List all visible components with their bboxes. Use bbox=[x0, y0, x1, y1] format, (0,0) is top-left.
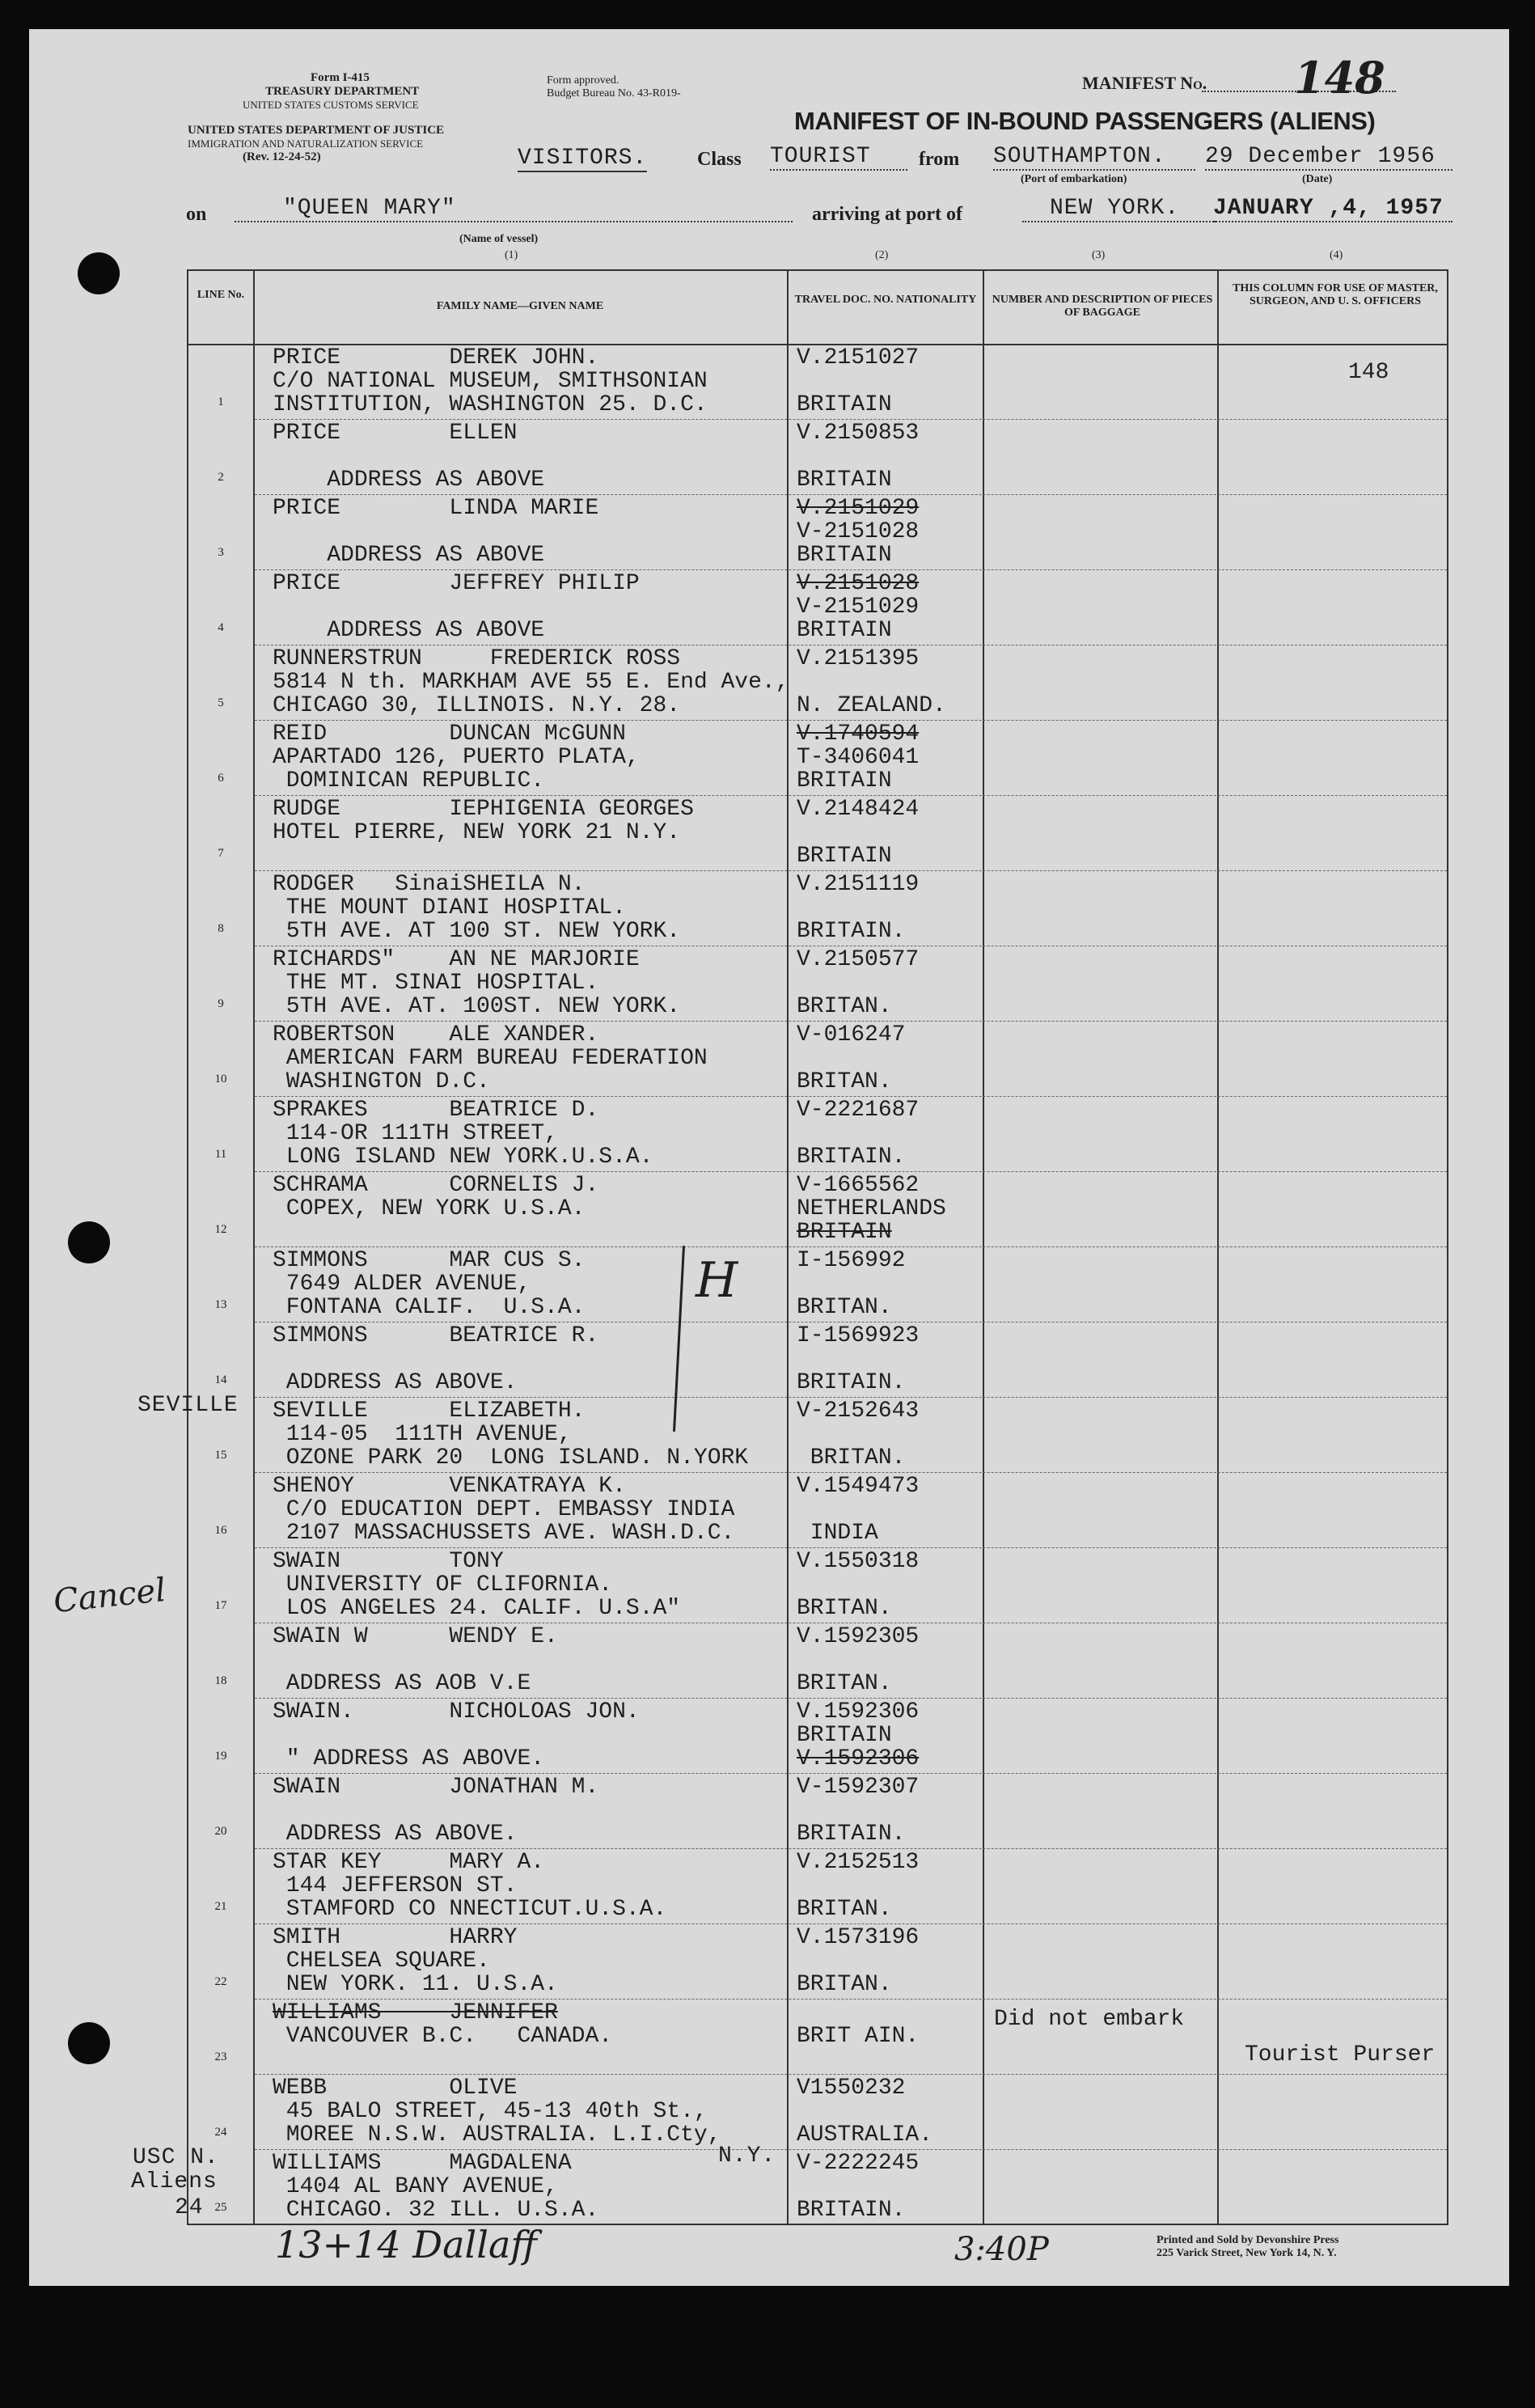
passenger-name: PRICE LINDA MARIE bbox=[273, 496, 599, 521]
table-row bbox=[188, 1021, 1447, 1096]
address-line: CHICAGO 30, ILLINOIS. N.Y. 28. bbox=[273, 693, 681, 718]
arrival-date: JANUARY ,4, 1957 bbox=[1213, 196, 1453, 222]
travel-doc-no: V.2151027 bbox=[797, 345, 920, 370]
budget-bureau: Budget Bureau No. 43-R019- bbox=[547, 87, 681, 99]
travel-doc-alt: V-2151028 bbox=[797, 519, 920, 544]
travel-doc-no: V1550232 bbox=[797, 2076, 906, 2101]
table-row bbox=[188, 1923, 1447, 1999]
dept-treasury: TREASURY DEPARTMENT bbox=[265, 85, 420, 98]
travel-doc-alt: BRITAIN bbox=[797, 1723, 892, 1748]
travel-doc-no: I-156992 bbox=[797, 1248, 906, 1273]
line-number: 6 bbox=[218, 772, 224, 785]
address-line: THE MT. SINAI HOSPITAL. bbox=[273, 971, 599, 996]
dept-treasury-sub: UNITED STATES CUSTOMS SERVICE bbox=[243, 99, 419, 111]
line-number: 16 bbox=[214, 1524, 227, 1537]
address-line: ADDRESS AS ABOVE bbox=[273, 618, 545, 643]
punch-hole bbox=[78, 252, 120, 294]
line-number: 2 bbox=[218, 471, 224, 484]
address-line: 7649 ALDER AVENUE, bbox=[273, 1272, 531, 1297]
address-line: 5TH AVE. AT. 100ST. NEW YORK. bbox=[273, 994, 681, 1019]
address-line: 144 JEFFERSON ST. bbox=[273, 1873, 518, 1898]
row-divider bbox=[255, 1773, 1447, 1774]
form-number: Form I-415 bbox=[311, 71, 370, 84]
line-number: 9 bbox=[218, 997, 224, 1010]
address-line: 5814 N th. MARKHAM AVE 55 E. End Ave., bbox=[273, 670, 789, 695]
travel-doc-alt: V-2151029 bbox=[797, 595, 920, 620]
address-line: 114-05 111TH AVENUE, bbox=[273, 1422, 572, 1447]
address-line: WASHINGTON D.C. bbox=[273, 1069, 490, 1094]
travel-doc-no: V.1573196 bbox=[797, 1925, 920, 1950]
line-number: 10 bbox=[214, 1073, 227, 1086]
address-line: DOMINICAN REPUBLIC. bbox=[273, 768, 545, 793]
col-caption-4: (4) bbox=[1330, 249, 1343, 261]
margin-ny: N.Y. bbox=[718, 2144, 776, 2169]
line-number: 14 bbox=[214, 1373, 227, 1386]
address-line: UNIVERSITY OF CLIFORNIA. bbox=[273, 1572, 613, 1598]
line-number: 20 bbox=[214, 1825, 227, 1838]
address-line: C/O NATIONAL MUSEUM, SMITHSONIAN bbox=[273, 369, 708, 394]
passenger-name: RICHARDS" AN NE MARJORIE bbox=[273, 947, 640, 972]
table-row bbox=[188, 1848, 1447, 1923]
address-line: NEW YORK. 11. U.S.A. bbox=[273, 1972, 558, 1997]
passenger-name: REID DUNCAN McGUNN bbox=[273, 722, 626, 747]
passenger-name: SMITH HARRY bbox=[273, 1925, 518, 1950]
address-line: " ADDRESS AS ABOVE. bbox=[273, 1746, 545, 1771]
travel-doc-no: V-1592307 bbox=[797, 1775, 920, 1800]
row-divider bbox=[255, 1848, 1447, 1849]
printer-line-2: 225 Varick Street, New York 14, N. Y. bbox=[1157, 2247, 1337, 2259]
table-row bbox=[188, 494, 1447, 569]
passenger-name: RUNNERSTRUN FREDERICK ROSS bbox=[273, 646, 681, 671]
nationality: BRITAIN bbox=[797, 543, 892, 568]
passenger-name: RUDGE IEPHIGENIA GEORGES bbox=[273, 797, 694, 822]
travel-doc-no: V-2152643 bbox=[797, 1399, 920, 1424]
baggage-note: Did not embark bbox=[994, 2007, 1185, 2032]
passenger-name: SHENOY VENKATRAYA K. bbox=[273, 1474, 626, 1499]
col-travel-doc: TRAVEL DOC. NO. NATIONALITY bbox=[794, 294, 977, 306]
travel-doc-no: V.2150853 bbox=[797, 421, 920, 446]
address-line: 45 BALO STREET, 45-13 40th St., bbox=[273, 2099, 708, 2124]
nationality: BRITAN. bbox=[797, 1069, 892, 1094]
address-line: CHELSEA SQUARE. bbox=[273, 1949, 490, 1974]
dept-justice-sub: IMMIGRATION AND NATURALIZATION SERVICE bbox=[188, 138, 424, 150]
margin-aliens: Aliens bbox=[131, 2169, 218, 2194]
table-row bbox=[188, 720, 1447, 795]
manifest-label: MANIFEST No. bbox=[1082, 73, 1207, 93]
line-number: 13 bbox=[214, 1298, 227, 1311]
row-divider bbox=[255, 1698, 1447, 1699]
passenger-name: SCHRAMA CORNELIS J. bbox=[273, 1173, 599, 1198]
row-divider bbox=[255, 1246, 1447, 1247]
address-line: VANCOUVER B.C. CANADA. bbox=[273, 2024, 613, 2049]
nationality: BRITAN. bbox=[797, 1897, 892, 1922]
travel-doc-no: V.1592305 bbox=[797, 1624, 920, 1649]
table-row bbox=[188, 1397, 1447, 1472]
row-divider bbox=[255, 419, 1447, 420]
table-row bbox=[188, 795, 1447, 870]
passenger-name: WEBB OLIVE bbox=[273, 2076, 518, 2101]
date-caption: (Date) bbox=[1302, 173, 1333, 185]
travel-doc-alt: NETHERLANDS bbox=[797, 1196, 946, 1221]
travel-doc-no: I-1569923 bbox=[797, 1323, 920, 1348]
col-name: FAMILY NAME—GIVEN NAME bbox=[436, 300, 604, 312]
table-row bbox=[188, 1698, 1447, 1773]
passenger-name: SWAIN JONATHAN M. bbox=[273, 1775, 599, 1800]
address-line: 114-OR 111TH STREET, bbox=[273, 1121, 558, 1146]
col-caption-1: (1) bbox=[505, 249, 518, 261]
nationality: BRITAIN bbox=[797, 768, 892, 793]
margin-seville: SEVILLE bbox=[137, 1393, 239, 1418]
table-row bbox=[188, 2074, 1447, 2149]
line-number: 17 bbox=[214, 1599, 227, 1612]
line-number: 7 bbox=[218, 847, 224, 860]
row-divider bbox=[255, 2149, 1447, 2150]
address-line: OZONE PARK 20 LONG ISLAND. N.YORK bbox=[273, 1445, 749, 1471]
nationality: BRITAN. bbox=[797, 1445, 906, 1471]
line-number: 8 bbox=[218, 922, 224, 935]
passenger-name: SIMMONS BEATRICE R. bbox=[273, 1323, 599, 1348]
address-line: ADDRESS AS AOB V.E bbox=[273, 1671, 531, 1696]
port-embarkation: SOUTHAMPTON. bbox=[993, 144, 1195, 171]
arriving-label: arriving at port of bbox=[812, 204, 962, 225]
margin-cancelled: Cancel bbox=[51, 1571, 168, 1621]
travel-doc-no: V.1740594 bbox=[797, 722, 920, 747]
nationality: AUSTRALIA. bbox=[797, 2122, 933, 2148]
address-line: LONG ISLAND NEW YORK.U.S.A. bbox=[273, 1145, 653, 1170]
address-line: STAMFORD CO NNECTICUT.U.S.A. bbox=[273, 1897, 667, 1922]
nationality: BRITAN. bbox=[797, 1596, 892, 1621]
row-divider bbox=[255, 1547, 1447, 1548]
manifest-number: 148 bbox=[1294, 52, 1385, 104]
on-label: on bbox=[186, 204, 207, 225]
address-line: 1404 AL BANY AVENUE, bbox=[273, 2174, 558, 2199]
nationality: BRITAIN bbox=[797, 468, 892, 493]
bottom-handwriting-left: 13+14 Dallaff bbox=[275, 2223, 537, 2266]
table-row bbox=[188, 344, 1447, 419]
line-number: 19 bbox=[214, 1750, 227, 1763]
row-divider bbox=[255, 720, 1447, 721]
officer-note: Tourist Purser bbox=[1245, 2042, 1436, 2067]
col-officers: THIS COLUMN FOR USE OF MASTER, SURGEON, AND U. S. OFFICERS bbox=[1233, 282, 1438, 307]
from-label: from bbox=[919, 149, 960, 170]
passenger-name: PRICE JEFFREY PHILIP bbox=[273, 571, 640, 596]
table-row bbox=[188, 870, 1447, 946]
travel-doc-no: V.1549473 bbox=[797, 1474, 920, 1499]
passenger-name: ROBERTSON ALE XANDER. bbox=[273, 1022, 599, 1047]
line-number: 18 bbox=[214, 1674, 227, 1687]
officer-note: 148 bbox=[1348, 360, 1389, 385]
passenger-name: SWAIN TONY bbox=[273, 1549, 504, 1574]
table-row bbox=[188, 645, 1447, 720]
table-row bbox=[188, 1322, 1447, 1397]
line-number: 21 bbox=[214, 1900, 227, 1913]
table-row bbox=[188, 1623, 1447, 1698]
line-number: 3 bbox=[218, 546, 224, 559]
line-number: 5 bbox=[218, 696, 224, 709]
address-line: COPEX, NEW YORK U.S.A. bbox=[273, 1196, 586, 1221]
address-line: THE MOUNT DIANI HOSPITAL. bbox=[273, 895, 626, 920]
revision: (Rev. 12-24-52) bbox=[243, 150, 321, 163]
col-caption-2: (2) bbox=[875, 249, 889, 261]
address-line: AMERICAN FARM BUREAU FEDERATION bbox=[273, 1046, 708, 1071]
line-number: 12 bbox=[214, 1223, 227, 1236]
arrival-port: NEW YORK. bbox=[1022, 196, 1216, 222]
passenger-name: PRICE DEREK JOHN. bbox=[273, 345, 599, 370]
address-line: HOTEL PIERRE, NEW YORK 21 N.Y. bbox=[273, 820, 681, 845]
travel-doc-no: V.2151029 bbox=[797, 496, 920, 521]
punch-hole bbox=[68, 2022, 110, 2064]
nationality: INDIA bbox=[797, 1521, 878, 1546]
table-row bbox=[188, 1999, 1447, 2074]
address-line: FONTANA CALIF. U.S.A. bbox=[273, 1295, 586, 1320]
address-line: INSTITUTION, WASHINGTON 25. D.C. bbox=[273, 392, 708, 417]
travel-doc-no: V.2151395 bbox=[797, 646, 920, 671]
address-line: 2107 MASSACHUSSETS AVE. WASH.D.C. bbox=[273, 1521, 735, 1546]
row-divider bbox=[255, 870, 1447, 871]
line-number: 22 bbox=[214, 1975, 227, 1988]
nationality: BRITAN. bbox=[797, 1671, 892, 1696]
vessel-name: "QUEEN MARY" bbox=[235, 196, 793, 222]
table-row bbox=[188, 2149, 1447, 2224]
table-row bbox=[188, 946, 1447, 1021]
passenger-name: WILLIAMS MAGDALENA bbox=[273, 2151, 572, 2176]
printer-line-1: Printed and Sold by Devonshire Press bbox=[1157, 2234, 1339, 2246]
address-line: CHICAGO. 32 ILL. U.S.A. bbox=[273, 2198, 599, 2223]
line-number: 1 bbox=[218, 396, 224, 408]
address-line: C/O EDUCATION DEPT. EMBASSY INDIA bbox=[273, 1497, 735, 1522]
address-line: ADDRESS AS ABOVE bbox=[273, 468, 545, 493]
travel-doc-no: V.2148424 bbox=[797, 797, 920, 822]
departure-date: 29 December 1956 bbox=[1205, 144, 1453, 171]
passenger-name: WILLIAMS JENNIFER bbox=[273, 2000, 558, 2025]
travel-doc-no: V-016247 bbox=[797, 1022, 906, 1047]
nationality: N. ZEALAND. bbox=[797, 693, 946, 718]
table-row bbox=[188, 1547, 1447, 1623]
line-number: 23 bbox=[214, 2050, 227, 2063]
passenger-name: STAR KEY MARY A. bbox=[273, 1850, 545, 1875]
table-row bbox=[188, 1096, 1447, 1171]
nationality: BRITAN. bbox=[797, 1972, 892, 1997]
table-row bbox=[188, 1472, 1447, 1547]
line-number: 4 bbox=[218, 621, 224, 634]
table-row bbox=[188, 1773, 1447, 1848]
travel-doc-no: V.2151119 bbox=[797, 872, 920, 897]
table-row bbox=[188, 419, 1447, 494]
passenger-name: SIMMONS MAR CUS S. bbox=[273, 1248, 586, 1273]
row-divider bbox=[255, 2074, 1447, 2075]
row-divider bbox=[255, 1397, 1447, 1398]
nationality: BRITAIN bbox=[797, 392, 892, 417]
nationality: BRITAIN bbox=[797, 618, 892, 643]
table-row bbox=[188, 1171, 1447, 1246]
passenger-name: SWAIN. NICHOLOAS JON. bbox=[273, 1699, 640, 1725]
passenger-name: SEVILLE ELIZABETH. bbox=[273, 1399, 586, 1424]
bottom-handwriting-time: 3:40P bbox=[954, 2231, 1049, 2268]
travel-doc-no: V-2221687 bbox=[797, 1098, 920, 1123]
visitors-label: VISITORS. bbox=[518, 146, 648, 171]
dept-justice: UNITED STATES DEPARTMENT OF JUSTICE bbox=[188, 124, 445, 137]
nationality: BRITAIN bbox=[797, 844, 892, 869]
line-number: 25 bbox=[214, 2201, 227, 2214]
nationality: BRITAIN. bbox=[797, 2198, 906, 2223]
passenger-table bbox=[187, 269, 1448, 2225]
address-line: ADDRESS AS ABOVE. bbox=[273, 1822, 518, 1847]
travel-doc-no: V-1665562 bbox=[797, 1173, 920, 1198]
row-divider bbox=[255, 795, 1447, 796]
col-line-no: LINE No. bbox=[197, 289, 245, 301]
address-line: LOS ANGELES 24. CALIF. U.S.A" bbox=[273, 1596, 681, 1621]
address-line: MOREE N.S.W. AUSTRALIA. L.I.Cty, bbox=[273, 2122, 721, 2148]
passenger-name: SWAIN W WENDY E. bbox=[273, 1624, 558, 1649]
travel-doc-no: V.2152513 bbox=[797, 1850, 920, 1875]
address-line: ADDRESS AS ABOVE bbox=[273, 543, 545, 568]
nationality: BRITAIN. bbox=[797, 919, 906, 944]
punch-hole bbox=[68, 1221, 110, 1263]
class-value: TOURIST bbox=[770, 144, 907, 171]
table-row bbox=[188, 1246, 1447, 1322]
margin-aliens-count: 24 bbox=[175, 2195, 204, 2220]
row-divider bbox=[255, 1096, 1447, 1097]
passenger-name: PRICE ELLEN bbox=[273, 421, 518, 446]
margin-usc: USC N. bbox=[133, 2145, 219, 2170]
nationality: BRITAIN. bbox=[797, 1145, 906, 1170]
form-approved: Form approved. bbox=[547, 74, 619, 87]
line-number: 11 bbox=[214, 1148, 227, 1161]
row-divider bbox=[255, 1021, 1447, 1022]
col-baggage: NUMBER AND DESCRIPTION OF PIECES OF BAGGAGE bbox=[992, 294, 1213, 319]
travel-doc-no: V.2151028 bbox=[797, 571, 920, 596]
page-title: MANIFEST OF IN-BOUND PASSENGERS (ALIENS) bbox=[794, 107, 1376, 135]
nationality: BRITAIN. bbox=[797, 1370, 906, 1395]
travel-doc-no: V.1550318 bbox=[797, 1549, 920, 1574]
travel-doc-no: V.1592306 bbox=[797, 1699, 920, 1725]
travel-doc-no: V.2150577 bbox=[797, 947, 920, 972]
row-divider bbox=[255, 569, 1447, 570]
row-divider bbox=[255, 1171, 1447, 1172]
passenger-name: SPRAKES BEATRICE D. bbox=[273, 1098, 599, 1123]
address-line: APARTADO 126, PUERTO PLATA, bbox=[273, 745, 640, 770]
passenger-name: RODGER SinaiSHEILA N. bbox=[273, 872, 586, 897]
row-divider bbox=[255, 1472, 1447, 1473]
line-number: 24 bbox=[214, 2126, 227, 2139]
row-divider bbox=[255, 1923, 1447, 1924]
travel-doc-no: V-2222245 bbox=[797, 2151, 920, 2176]
col-caption-3: (3) bbox=[1092, 249, 1106, 261]
row-divider bbox=[255, 494, 1447, 495]
nationality: BRITAIN bbox=[797, 1220, 892, 1245]
port-emb-caption: (Port of embarkation) bbox=[1021, 173, 1127, 185]
nationality: BRITAN. bbox=[797, 1295, 892, 1320]
line-number: 15 bbox=[214, 1449, 227, 1462]
travel-doc-alt: T-3406041 bbox=[797, 745, 920, 770]
travel-doc-alt: BRIT AIN. bbox=[797, 2024, 920, 2049]
nationality: BRITAIN. bbox=[797, 1822, 906, 1847]
table-row bbox=[188, 569, 1447, 645]
row-divider bbox=[255, 1999, 1447, 2000]
class-label: Class bbox=[697, 149, 742, 170]
nationality: V.1592306 bbox=[797, 1746, 920, 1771]
address-line: ADDRESS AS ABOVE. bbox=[273, 1370, 518, 1395]
nationality: BRITAN. bbox=[797, 994, 892, 1019]
address-line: 5TH AVE. AT 100 ST. NEW YORK. bbox=[273, 919, 681, 944]
handwritten-h-mark: H bbox=[696, 1252, 738, 1309]
vessel-caption: (Name of vessel) bbox=[459, 233, 539, 245]
